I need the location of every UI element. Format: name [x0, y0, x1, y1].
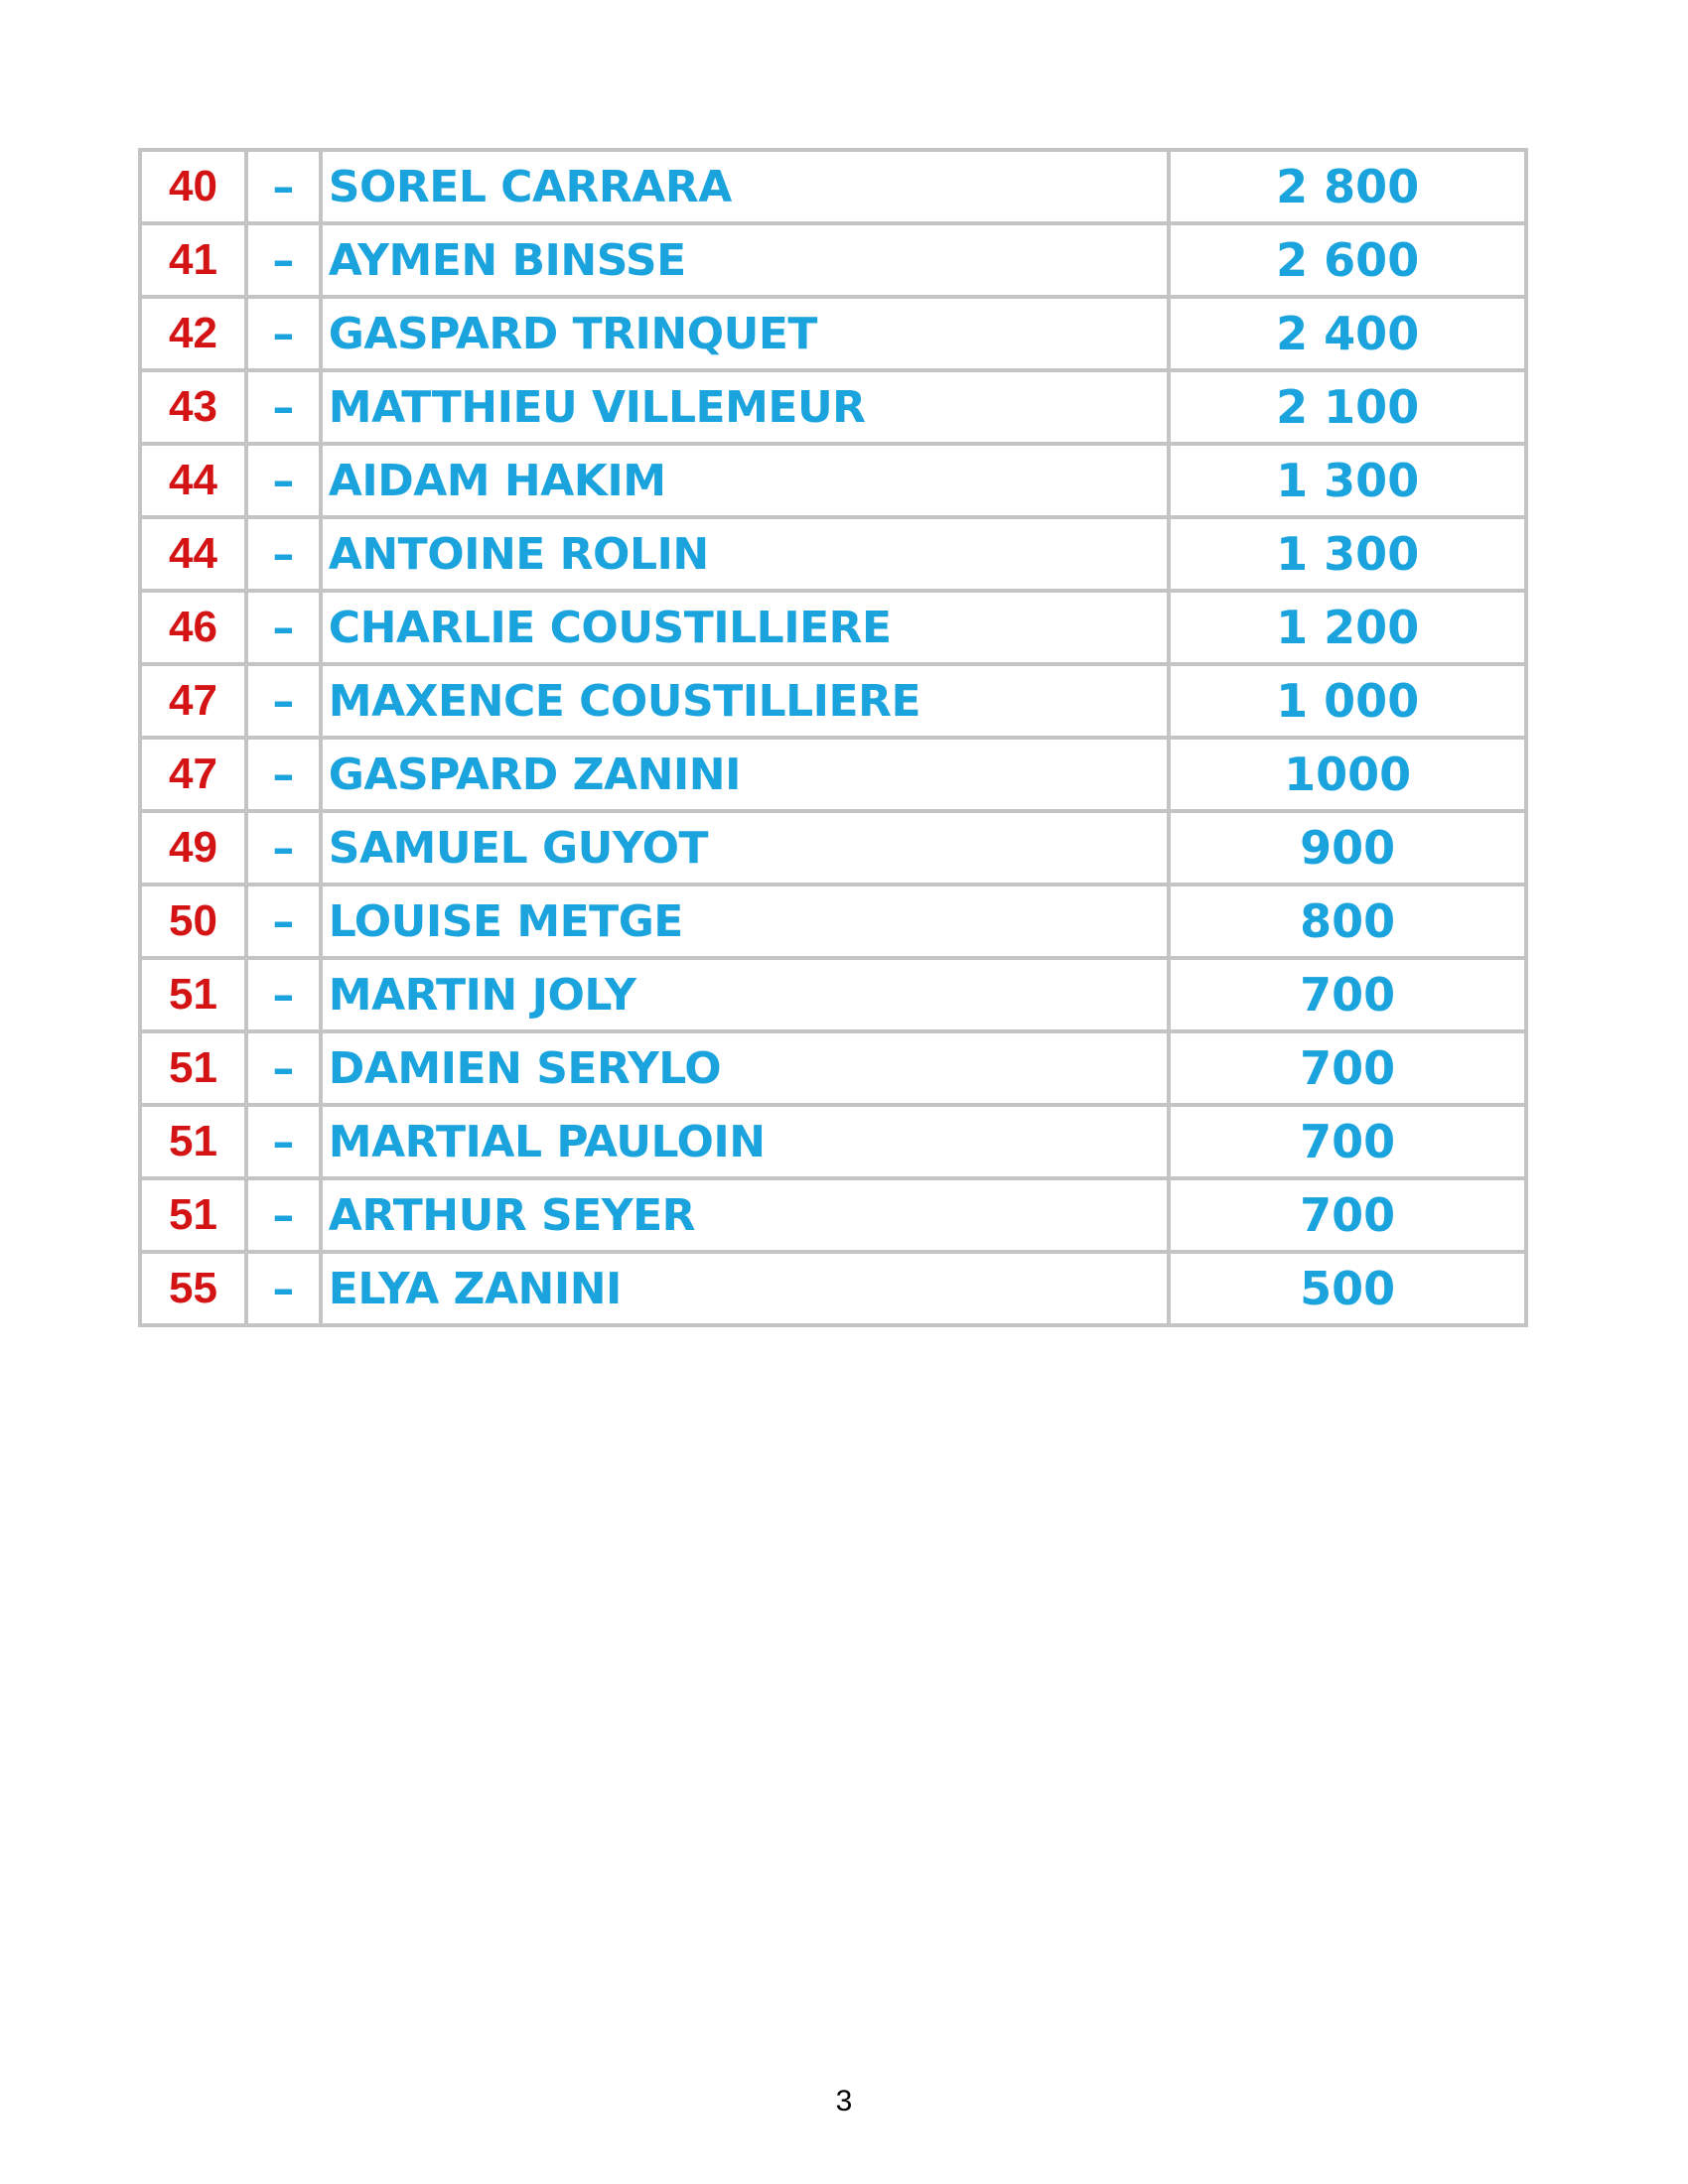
table-row — [140, 738, 1526, 811]
points-cell: 700 — [1169, 1178, 1526, 1252]
ranking-table — [138, 148, 1528, 1327]
player-name-cell: GASPARD TRINQUET — [321, 297, 1170, 370]
table-row — [140, 370, 1526, 444]
dash-cell: – — [246, 664, 321, 738]
points-cell: 700 — [1169, 1031, 1526, 1105]
dash-cell: – — [246, 517, 321, 591]
player-name-cell: LOUISE METGE — [321, 885, 1170, 958]
dash-cell: – — [246, 1252, 321, 1325]
player-name-cell: ELYA ZANINI — [321, 1252, 1170, 1325]
points-cell: 500 — [1169, 1252, 1526, 1325]
player-name-cell: SOREL CARRARA — [321, 150, 1170, 223]
player-name-cell: CHARLIE COUSTILLIERE — [321, 591, 1170, 664]
table-row — [140, 223, 1526, 297]
table-row — [140, 444, 1526, 517]
rank-cell: 46 — [140, 591, 246, 664]
dash-cell: – — [246, 444, 321, 517]
dash-cell: – — [246, 885, 321, 958]
player-name-cell: ARTHUR SEYER — [321, 1178, 1170, 1252]
player-name-cell: MARTIAL PAULOIN — [321, 1105, 1170, 1178]
table-row — [140, 1031, 1526, 1105]
points-cell: 2 800 — [1169, 150, 1526, 223]
dash-cell: – — [246, 591, 321, 664]
points-cell: 1 000 — [1169, 664, 1526, 738]
player-name-cell: MAXENCE COUSTILLIERE — [321, 664, 1170, 738]
dash-cell: – — [246, 150, 321, 223]
player-name-cell: MATTHIEU VILLEMEUR — [321, 370, 1170, 444]
table-row — [140, 1252, 1526, 1325]
table-row — [140, 297, 1526, 370]
dash-cell: – — [246, 958, 321, 1031]
points-cell: 700 — [1169, 1105, 1526, 1178]
table-row — [140, 150, 1526, 223]
dash-cell: – — [246, 1178, 321, 1252]
rank-cell: 51 — [140, 1031, 246, 1105]
rank-cell: 44 — [140, 444, 246, 517]
points-cell: 800 — [1169, 885, 1526, 958]
player-name-cell: DAMIEN SERYLO — [321, 1031, 1170, 1105]
points-cell: 2 100 — [1169, 370, 1526, 444]
rank-cell: 42 — [140, 297, 246, 370]
rank-cell: 41 — [140, 223, 246, 297]
player-name-cell: SAMUEL GUYOT — [321, 811, 1170, 885]
player-name-cell: GASPARD ZANINI — [321, 738, 1170, 811]
rank-cell: 51 — [140, 958, 246, 1031]
points-cell: 2 400 — [1169, 297, 1526, 370]
rank-cell: 51 — [140, 1178, 246, 1252]
points-cell: 900 — [1169, 811, 1526, 885]
rank-cell: 44 — [140, 517, 246, 591]
ranking-table-body — [140, 150, 1526, 1325]
page-number: 3 — [835, 2085, 853, 2117]
points-cell: 1 300 — [1169, 444, 1526, 517]
table-row — [140, 591, 1526, 664]
rank-cell: 50 — [140, 885, 246, 958]
dash-cell: – — [246, 811, 321, 885]
table-row — [140, 664, 1526, 738]
table-row — [140, 1105, 1526, 1178]
rank-cell: 49 — [140, 811, 246, 885]
table-row — [140, 517, 1526, 591]
rank-cell: 40 — [140, 150, 246, 223]
table-row — [140, 885, 1526, 958]
rank-cell: 47 — [140, 664, 246, 738]
player-name-cell: MARTIN JOLY — [321, 958, 1170, 1031]
table-row — [140, 1178, 1526, 1252]
points-cell: 2 600 — [1169, 223, 1526, 297]
rank-cell: 47 — [140, 738, 246, 811]
rank-cell: 55 — [140, 1252, 246, 1325]
dash-cell: – — [246, 297, 321, 370]
points-cell: 700 — [1169, 958, 1526, 1031]
points-cell: 1 300 — [1169, 517, 1526, 591]
player-name-cell: AYMEN BINSSE — [321, 223, 1170, 297]
rank-cell: 43 — [140, 370, 246, 444]
dash-cell: – — [246, 1105, 321, 1178]
dash-cell: – — [246, 370, 321, 444]
table-row — [140, 958, 1526, 1031]
rank-cell: 51 — [140, 1105, 246, 1178]
table-row — [140, 811, 1526, 885]
points-cell: 1000 — [1169, 738, 1526, 811]
points-cell: 1 200 — [1169, 591, 1526, 664]
dash-cell: – — [246, 223, 321, 297]
dash-cell: – — [246, 738, 321, 811]
player-name-cell: ANTOINE ROLIN — [321, 517, 1170, 591]
dash-cell: – — [246, 1031, 321, 1105]
player-name-cell: AIDAM HAKIM — [321, 444, 1170, 517]
